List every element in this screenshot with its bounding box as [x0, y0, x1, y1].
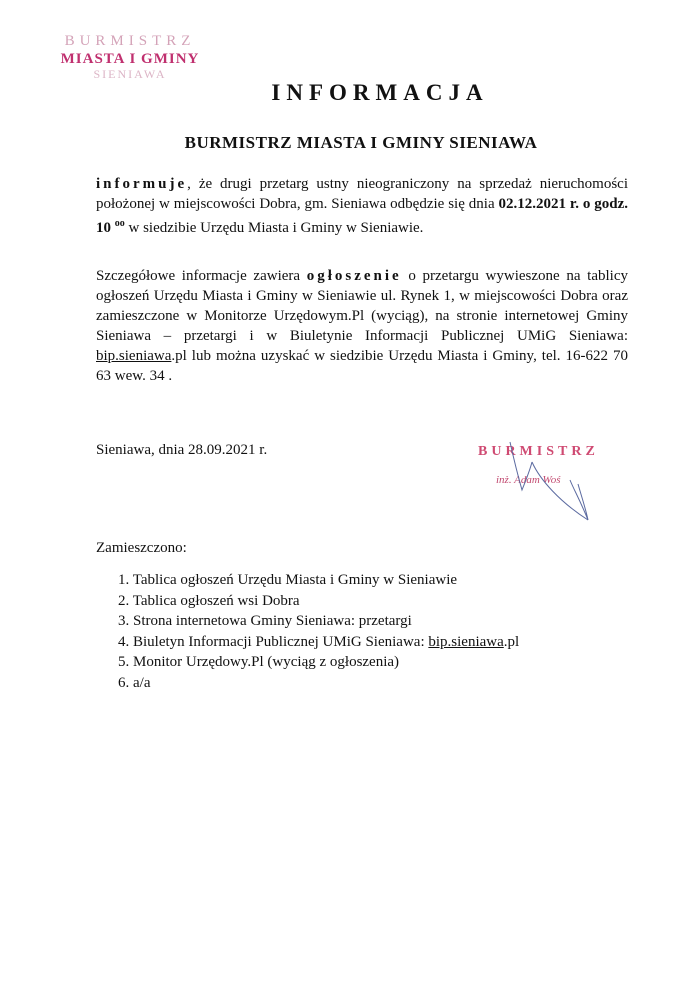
- signature-role: BURMISTRZ: [478, 444, 599, 459]
- document-subtitle: BURMISTRZ MIASTA I GMINY SIENIAWA: [184, 133, 538, 152]
- signature-icon: [470, 440, 640, 530]
- list-item: [118, 632, 519, 653]
- informs-word: informuje: [96, 176, 188, 192]
- paragraph2-text3: .pl lub można uzyskać w siedzibie Urzędu Miasta i Gminy, tel. 16-622 70 63 wew. 34 .: [96, 348, 628, 384]
- auction-date: 02.12.2021 r. o godz. 10: [96, 196, 628, 236]
- list-item: [118, 611, 519, 632]
- paragraph2-text1: Szczegółowe informacje zawiera: [96, 268, 307, 284]
- office-stamp-line1: BURMISTRZ: [64, 33, 196, 49]
- paragraph2-text2: o przetargu wywieszone na tablicy ogłoszeń Urzędu Miasta i Gminy w Sieniawie ul. Rynek 1, w miejscowości Dobra oraz zamieszczone w Monitorze Urzędowym.Pl (wyciąg), na stronie internetowej Gminy Sieniawa – przetargi i w Biuletynie Informacji Publicznej UMiG Sieniawa:: [96, 268, 628, 344]
- list-item-text: Monitor Urzędowy.Pl (wyciąg z ogłoszenia): [133, 654, 400, 670]
- signature-stamp: [470, 440, 640, 530]
- announcement-paragraph: [96, 174, 628, 238]
- list-item-text: Tablica ogłoszeń wsi Dobra: [132, 592, 300, 609]
- list-item: [118, 673, 519, 694]
- list-item-text: Biuletyn Informacji Publicznej UMiG Sieniawa:: [133, 633, 429, 650]
- auction-minutes: oo: [114, 218, 125, 229]
- details-paragraph: [96, 266, 628, 386]
- signature-name: inż. Adam Woś: [496, 474, 561, 486]
- place-and-date: Sieniawa, dnia 28.09.2021 r.: [96, 442, 268, 458]
- notice-word: ogłoszenie: [306, 268, 402, 284]
- list-item-number: 3.: [118, 613, 130, 629]
- list-item: [118, 652, 519, 673]
- list-item-number: 1.: [118, 572, 130, 588]
- posted-list: [118, 570, 519, 693]
- list-item-text: Strona internetowa Gminy Sieniawa: przetargi: [133, 613, 412, 629]
- office-stamp: [50, 34, 210, 80]
- bip-list-link[interactable]: bip.sieniawa: [428, 633, 504, 650]
- list-item-tail: .pl: [503, 633, 520, 650]
- posted-label: Zamieszczono:: [96, 540, 187, 556]
- paragraph1-text2: w siedzibie Urzędu Miasta i Gminy w Sieniawie.: [124, 220, 424, 236]
- bip-link[interactable]: bip.sieniawa: [96, 348, 172, 364]
- list-item-number: 6.: [118, 674, 130, 691]
- office-stamp-line2: MIASTA I GMINY: [60, 51, 200, 67]
- list-item-text: Tablica ogłoszeń Urzędu Miasta i Gminy w Sieniawie: [132, 572, 458, 588]
- list-item-text: a/a: [133, 674, 151, 691]
- list-item: [118, 591, 519, 612]
- office-stamp-line3: SIENIAWA: [93, 67, 167, 81]
- paragraph1-text1: , że drugi przetarg ustny nieograniczony na sprzedaż nieruchomości położonej w miejscowości Dobra, gm. Sieniawa odbędzie się dnia: [96, 176, 628, 212]
- list-item-number: 4.: [118, 633, 130, 650]
- list-item: [118, 570, 519, 591]
- list-item-number: 2.: [118, 592, 130, 609]
- document-title: INFORMACJA: [271, 80, 489, 105]
- list-item-number: 5.: [118, 654, 130, 670]
